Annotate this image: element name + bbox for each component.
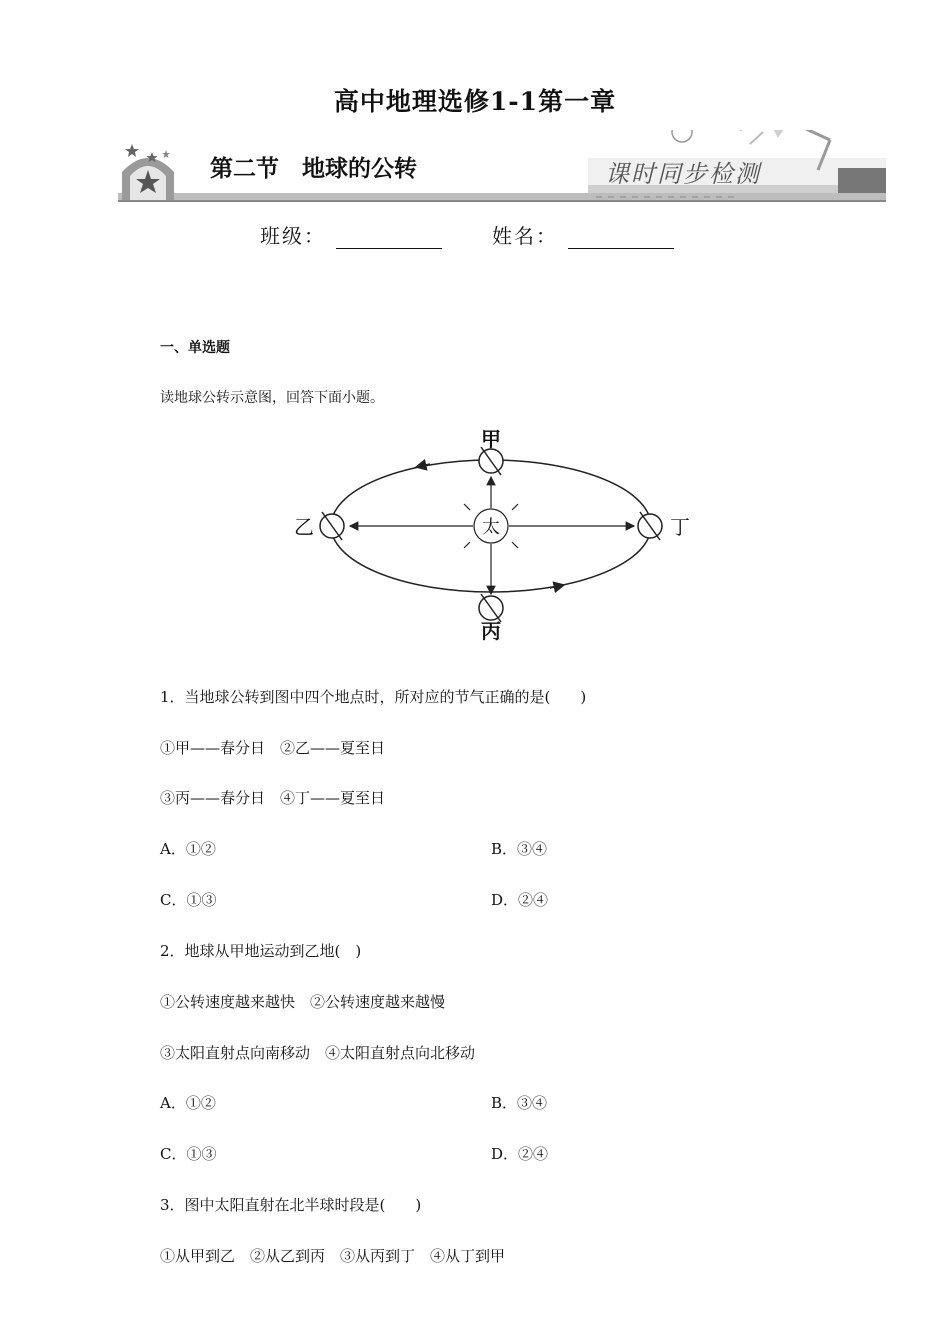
question-3-stem: 3．图中太阳直射在北半球时段是( ): [160, 1196, 422, 1214]
earth-jia-icon: [479, 447, 503, 475]
section-heading: 一、单选题: [160, 340, 230, 356]
question-2-option-a[interactable]: A．①②: [160, 1094, 216, 1112]
question-1-stem: 1．当地球公转到图中四个地点时，所对应的节气正确的是( ): [160, 688, 587, 706]
question-1-option-d[interactable]: D．②④: [491, 891, 549, 909]
question-1-option-a[interactable]: A．①②: [160, 840, 216, 858]
intro-text: 读地球公转示意图，回答下面小题。: [160, 390, 384, 406]
class-blank[interactable]: [336, 226, 442, 249]
name-blank[interactable]: [568, 226, 674, 249]
question-1-option-c[interactable]: C．①③: [160, 891, 217, 909]
class-label: 班级：: [260, 224, 326, 248]
badge-text: 课时同步检测: [605, 160, 761, 188]
class-field[interactable]: [260, 220, 442, 249]
label-sun: 太: [482, 517, 500, 538]
label-yi: 乙: [294, 515, 314, 539]
name-field[interactable]: [492, 220, 674, 249]
star-badge-icon: [122, 144, 174, 200]
label-bing: 丙: [481, 619, 501, 643]
label-ding: 丁: [670, 515, 690, 539]
label-jia: 甲: [481, 428, 501, 451]
earth-yi-icon: [320, 512, 344, 540]
document-title: 高中地理选修1-1第一章: [333, 87, 617, 116]
question-1-item-2: ③丙——春分日 ④丁——夏至日: [160, 789, 386, 807]
question-2-item-1: ①公转速度越来越快 ②公转速度越来越慢: [160, 993, 446, 1011]
section-title: 第二节 地球的公转: [210, 155, 417, 182]
question-2-option-c[interactable]: C．①③: [160, 1145, 217, 1163]
question-3-item-1: ①从甲到乙 ②从乙到丙 ③从丙到丁 ④从丁到甲: [160, 1247, 506, 1265]
question-1-option-b[interactable]: B．③④: [491, 840, 548, 858]
name-label: 姓名：: [492, 224, 558, 248]
earth-orbit-diagram: [280, 428, 700, 643]
earth-ding-icon: [638, 512, 662, 540]
question-2-option-d[interactable]: D．②④: [491, 1145, 549, 1163]
earth-bing-icon: [479, 594, 503, 622]
question-2-stem: 2．地球从甲地运动到乙地( ): [160, 942, 362, 960]
question-1-item-1: ①甲——春分日 ②乙——夏至日: [160, 739, 386, 757]
question-2-option-b[interactable]: B．③④: [491, 1094, 548, 1112]
question-2-item-2: ③太阳直射点向南移动 ④太阳直射点向北移动: [160, 1044, 476, 1062]
